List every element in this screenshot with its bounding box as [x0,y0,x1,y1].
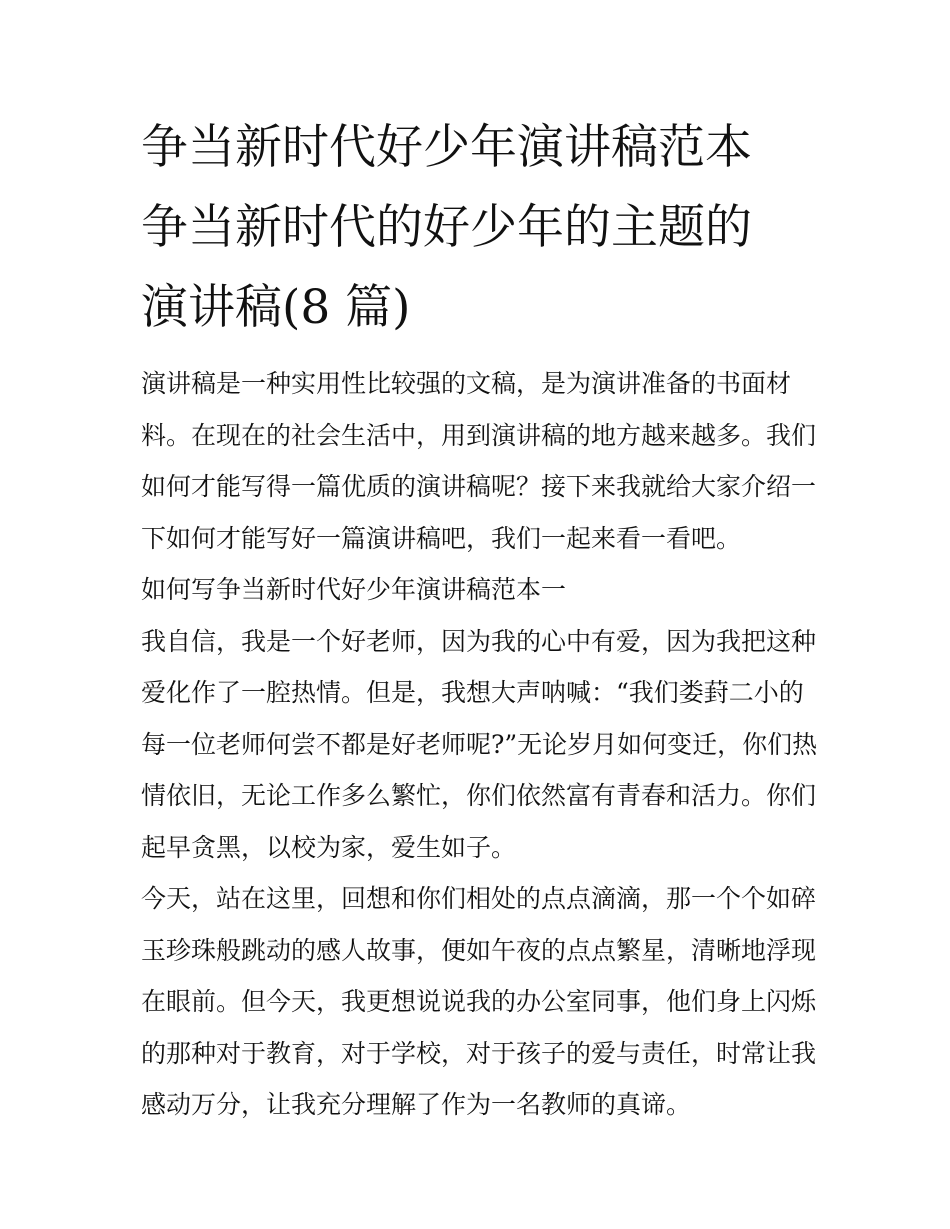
paragraph-intro [141,358,816,564]
section-heading-line: 如何写争当新时代好少年演讲稿范本一 [141,575,567,604]
paragraph-line: 的那种对于教育，对于学校，对于孩子的爱与责任，时常让我 [141,1038,817,1068]
paragraph-line: 演讲稿是一种实用性比较强的文稿，是为演讲准备的书面材 [141,369,792,398]
paragraph-line: 我自信，我是一个好老师，因为我的心中有爱，因为我把这种 [141,626,817,656]
paragraph-line: 料。在现在的社会生活中，用到演讲稿的地方越来越多。我们 [141,420,817,450]
paragraph-line: 在眼前。但今天，我更想说说我的办公室同事，他们身上闪烁 [141,987,817,1016]
title-line-2: 争当新时代的好少年的主题的 [141,200,752,255]
paragraph-line: 起早贪黑，以校为家，爱生如子。 [141,832,517,862]
paragraph-line: 如何才能写得一篇优质的演讲稿呢？接下来我就给大家介绍一 [141,472,817,501]
document-body [141,358,816,1131]
title-line-1: 争当新时代好少年演讲稿范本 [141,120,752,175]
paragraph-line: 每一位老师何尝不都是好老师呢?”无论岁月如何变迁，你们热 [141,729,818,759]
paragraph-1 [141,616,816,874]
paragraph-line: 感动万分，让我充分理解了作为一名教师的真谛。 [141,1090,692,1119]
paragraph-line: 下如何才能写好一篇演讲稿吧，我们一起来看一看吧。 [141,523,742,553]
document-content [141,108,816,1131]
paragraph-2 [141,873,816,1131]
document-title [141,108,816,348]
paragraph-line: 情依旧，无论工作多么繁忙，你们依然富有青春和活力。你们 [141,781,817,810]
title-line-3: 演讲稿(8 篇) [141,280,411,335]
paragraph-line: 今天，站在这里，回想和你们相处的点点滴滴，那一个个如碎 [141,884,817,913]
section-heading [141,564,816,616]
paragraph-line: 玉珍珠般跳动的感人故事，便如午夜的点点繁星，清晰地浮现 [141,935,817,965]
paragraph-line: 爱化作了一腔热情。但是，我想大声呐喊：“我们娄葑二小的 [141,678,804,707]
